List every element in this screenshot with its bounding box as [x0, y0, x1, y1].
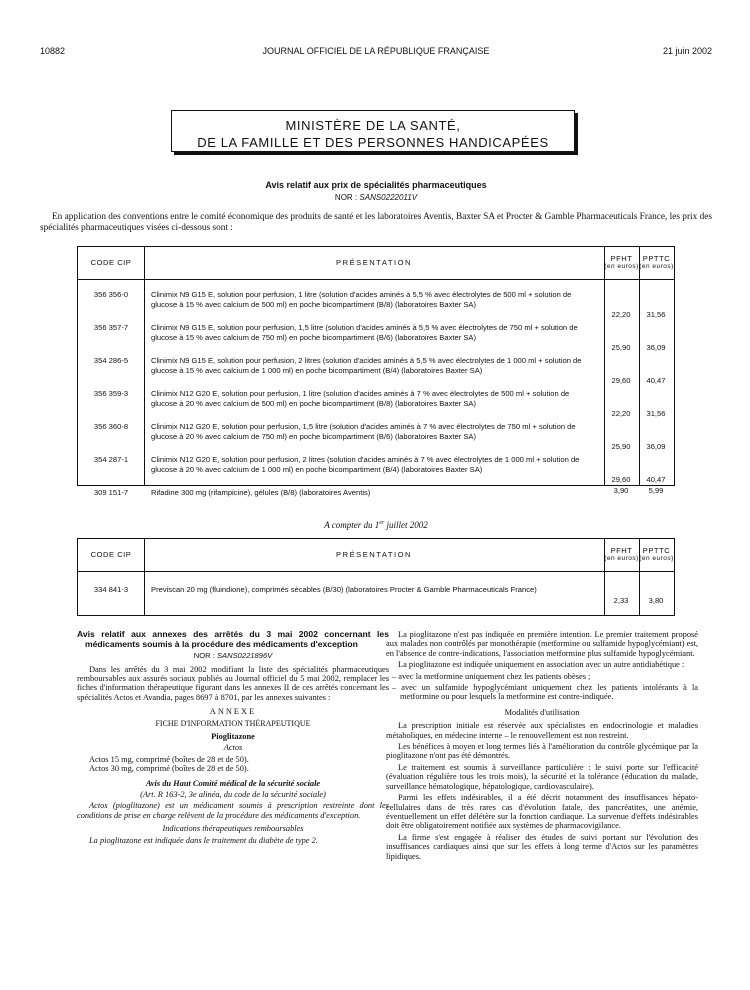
pfht-price: 25,90: [611, 343, 631, 352]
drug-name: Pioglitazone: [211, 732, 255, 742]
right-column: [386, 630, 698, 863]
ministry-line-1: MINISTÈRE DE LA SANTÉ,: [285, 118, 461, 133]
presentation-text: Clinimix N9 G15 E, solution pour perfusion, 1,5 litre (solution d'acides aminés à 5,5 % avec électrolytes de 750 ml + solution de glucose à 15 % avec calcium de 750 ml) en poche bicompartiment (B/6) (laboratoires Baxter SA): [151, 323, 578, 342]
header-pfht-label: PFHT: [610, 254, 633, 263]
presentation-text: Rifadine 300 mg (rifampicine), gélules (B/8) (laboratoires Aventis): [151, 488, 371, 497]
presentation-text: Clinimix N9 G15 E, solution pour perfusion, 2 litres (solution d'acides aminés à 5,5 % avec électrolytes de 1 000 ml + solution de glucose à 15 % avec calcium de 1 000 ml) en poche bicompartiment (B/4) (laboratoires Baxter SA): [151, 356, 582, 375]
table-header: [78, 539, 674, 572]
ppttc-price: 31,56: [646, 310, 666, 319]
pfht-price: 29,60: [611, 376, 631, 385]
presentation-text: Previscan 20 mg (fluindione), comprimés sécables (B/30) (laboratoires Procter & Gamble Pharmaceuticals France): [151, 585, 537, 594]
header-presentation: PRÉSENTATION: [336, 550, 412, 559]
para-first-intention: La pioglitazone n'est pas indiquée en première intention. Le premier traitement proposé aux malades non contrôlés par monothérapie (metformine ou sulfamide hypoglycémiant) est, en l'absence de contre-indications, l'association metformine plus sulfamide hypoglycémiant.: [386, 630, 698, 658]
para-association: La pioglitazone est indiquée uniquement en association avec un autre antidiabétique :: [398, 660, 685, 670]
nor-label: NOR :: [193, 651, 215, 661]
header-ppttc-unit: (en euros): [639, 263, 674, 270]
pfht-price: 3,90: [613, 486, 629, 495]
cip-code: 354 286-5: [93, 356, 129, 365]
pack-2: Actos 30 mg, comprimé (boîtes de 28 et de 50).: [89, 764, 249, 774]
brand-name: Actos: [223, 743, 243, 753]
nor-code: SANS0222011V: [359, 193, 418, 202]
fiche-heading: FICHE D'INFORMATION THÉRAPEUTIQUE: [155, 718, 311, 728]
issue-date: 21 juin 2002: [662, 46, 712, 56]
para-prescription: La prescription initiale est réservée aux spécialistes en endocrinologie et maladies métaboliques, en médecine interne – le renouvellement est non restreint.: [386, 721, 698, 740]
header-ppttc: [639, 247, 674, 279]
ppttc-price: 31,56: [646, 409, 666, 418]
ministry-line-2: DE LA FAMILLE ET DES PERSONNES HANDICAPÉES: [197, 135, 549, 150]
annex-intro: Dans les arrêtés du 3 mai 2002 modifiant la liste des spécialités pharmaceutiques remboursables aux assurés sociaux publiés au Journal officiel du 5 mai 2002, remplacer les fiches d'information thérapeutique figurant dans les annexes II de ces arrêtés concernant les spécialités Actos et Avandia, pages 8697 à 8701, par les annexes suivantes :: [77, 664, 389, 702]
page-header: [40, 46, 712, 60]
notice-title: Avis relatif aux prix de spécialités pharmaceutiques: [265, 180, 487, 190]
dash-item-1: – avec la metformine uniquement chez les patients obèses ;: [392, 671, 591, 681]
dash-item-2: – avec un sulfamide hypoglycémiant uniquement chez les patients intolérants à la metformine ou pour lesquels la metformine est contre-indiquée.: [392, 683, 698, 702]
pfht-price: 2,33: [613, 596, 629, 605]
column-divider: [144, 247, 145, 485]
cip-code: 354 287-1: [93, 455, 129, 464]
para-effets: Parmi les effets indésirables, il a été décrit notamment des insuffisances hépato-cellulaires dans de très rares cas d'évolution fatale, des pancréatites, une anémie, éventuellement un effet délétère sur la fonction cardiaque. La survenue d'effets indésirables doit être obligatoirement notifiée aux systèmes de pharmacovigilance.: [386, 793, 698, 831]
pfht-price: 25,90: [611, 442, 631, 451]
effective-date: A compter du 1er juillet 2002: [324, 520, 428, 530]
cip-code: 309 151-7: [93, 488, 129, 497]
notice-nor: [40, 193, 712, 202]
header-pfht-label: PFHT: [610, 546, 633, 555]
price-table-2: [77, 538, 675, 616]
pack-1: Actos 15 mg, comprimé (boîtes de 28 et de 50).: [89, 754, 249, 764]
presentation-text: Clinimix N12 G20 E, solution pour perfusion, 2 litres (solution d'acides aminés à 7 % avec électrolytes de 1 000 ml + solution de glucose à 20 % avec calcium de 1 000 ml) en poche bicompartiment (B/4) (laboratoires Baxter SA): [151, 455, 580, 474]
annex-nor: [77, 651, 389, 660]
header-code: CODE CIP: [90, 258, 132, 267]
ppttc-price: 40,47: [646, 475, 666, 484]
table-header: [78, 247, 674, 280]
hcm-title: Avis du Haut Comité médical de la sécurité sociale: [145, 778, 321, 788]
header-pfht: [604, 247, 639, 279]
header-ppttc-unit: (en euros): [639, 555, 674, 562]
annex-notice-title: Avis relatif aux annexes des arrêtés du 3 mai 2002 concernant les médicaments soumis à la procédure des médicaments d'exception: [77, 629, 389, 649]
cip-code: 356 356-0: [93, 290, 129, 299]
header-pfht-unit: (en euros): [604, 555, 639, 562]
header-code: CODE CIP: [90, 550, 132, 559]
cip-code: 356 359-3: [93, 389, 129, 398]
ppttc-price: 40,47: [646, 376, 666, 385]
para-surveillance: Le traitement est soumis à surveillance particulière : le suivi porte sur l'efficacité (évaluation régulière tous les trois mois), la sécurité et la tolérance (éducation du malade, surveillance hématologique, hépatologique, cardiovasculaire).: [386, 762, 698, 791]
header-ppttc-label: PPTTC: [642, 546, 671, 555]
cip-code: 334 841-3: [93, 585, 129, 594]
para-benefices: Les bénéfices à moyen et long termes liés à l'amélioration du contrôle glycémique par la pioglitazone n'ont pas été démontrés.: [386, 742, 698, 761]
presentation-text: Clinimix N9 G15 E, solution pour perfusion, 1 litre (solution d'acides aminés à 5,5 % avec électrolytes de 500 ml + solution de glucose à 15 % avec calcium de 500 ml) en poche bicompartiment (B/8) (laboratoires Baxter SA): [151, 290, 572, 309]
cip-code: 356 357-7: [93, 323, 129, 332]
cip-code: 356 360-8: [93, 422, 129, 431]
pfht-price: 29,60: [611, 475, 631, 484]
header-pfht-unit: (en euros): [604, 263, 639, 270]
ppttc-price: 36,09: [646, 442, 666, 451]
ministry-box: [171, 110, 575, 152]
left-column: [77, 630, 389, 847]
indications-heading: Indications thérapeutiques remboursables: [162, 824, 304, 834]
exception-paragraph: Actos (pioglitazone) est un médicament soumis à prescription restreinte dont les conditions de prise en charge relèvent de la procédure des médicaments d'exception.: [77, 801, 389, 820]
journal-title: JOURNAL OFFICIEL DE LA RÉPUBLIQUE FRANÇAISE: [262, 46, 490, 56]
header-ppttc-label: PPTTC: [642, 254, 671, 263]
header-ppttc: [639, 539, 674, 571]
pfht-price: 22,20: [611, 409, 631, 418]
presentation-text: Clinimix N12 G20 E, solution pour perfusion, 1,5 litre (solution d'acides aminés à 7 % avec électrolytes de 750 ml + solution de glucose à 20 % avec calcium de 750 ml) en poche bicompartiment (B/6) (laboratoires Baxter SA): [151, 422, 576, 441]
header-presentation: PRÉSENTATION: [336, 258, 412, 267]
hcm-reference: (Art. R 163-2, 3e alinéa, du code de la sécurité sociale): [140, 790, 326, 800]
indications-paragraph: La pioglitazone est indiquée dans le traitement du diabète de type 2.: [89, 835, 318, 845]
annexe-heading: ANNEXE: [209, 707, 257, 717]
ppttc-price: 3,80: [648, 596, 664, 605]
price-table: [77, 246, 675, 497]
nor-label: NOR :: [334, 193, 358, 202]
nor-code: SANS0221896V: [216, 651, 273, 661]
notice-intro: En application des conventions entre le comité économique des produits de santé et les laboratoires Aventis, Baxter SA et Procter & Gamble Pharmaceuticals France, les prix des spécialités pharmaceutiques visées ci-dessous sont :: [40, 212, 712, 233]
para-etudes: La firme s'est engagée à réaliser des études de suivi portant sur l'évolution des insuffisances cardiaques ainsi que sur les effets à long terme d'Actos sur les paramètres lipidiques.: [386, 832, 698, 861]
header-pfht: [604, 539, 639, 571]
modalites-heading: Modalités d'utilisation: [504, 707, 580, 717]
page-number: 10882: [40, 46, 66, 56]
ppttc-price: 36,09: [646, 343, 666, 352]
pfht-price: 22,20: [611, 310, 631, 319]
presentation-text: Clinimix N12 G20 E, solution pour perfusion, 1 litre (solution d'acides aminés à 7 % avec électrolytes de 500 ml + solution de glucose à 20 % avec calcium de 500 ml) en poche bicompartiment (B/8) (laboratoires Baxter SA): [151, 389, 570, 408]
ppttc-price: 5,99: [648, 486, 664, 495]
column-divider: [639, 247, 640, 485]
